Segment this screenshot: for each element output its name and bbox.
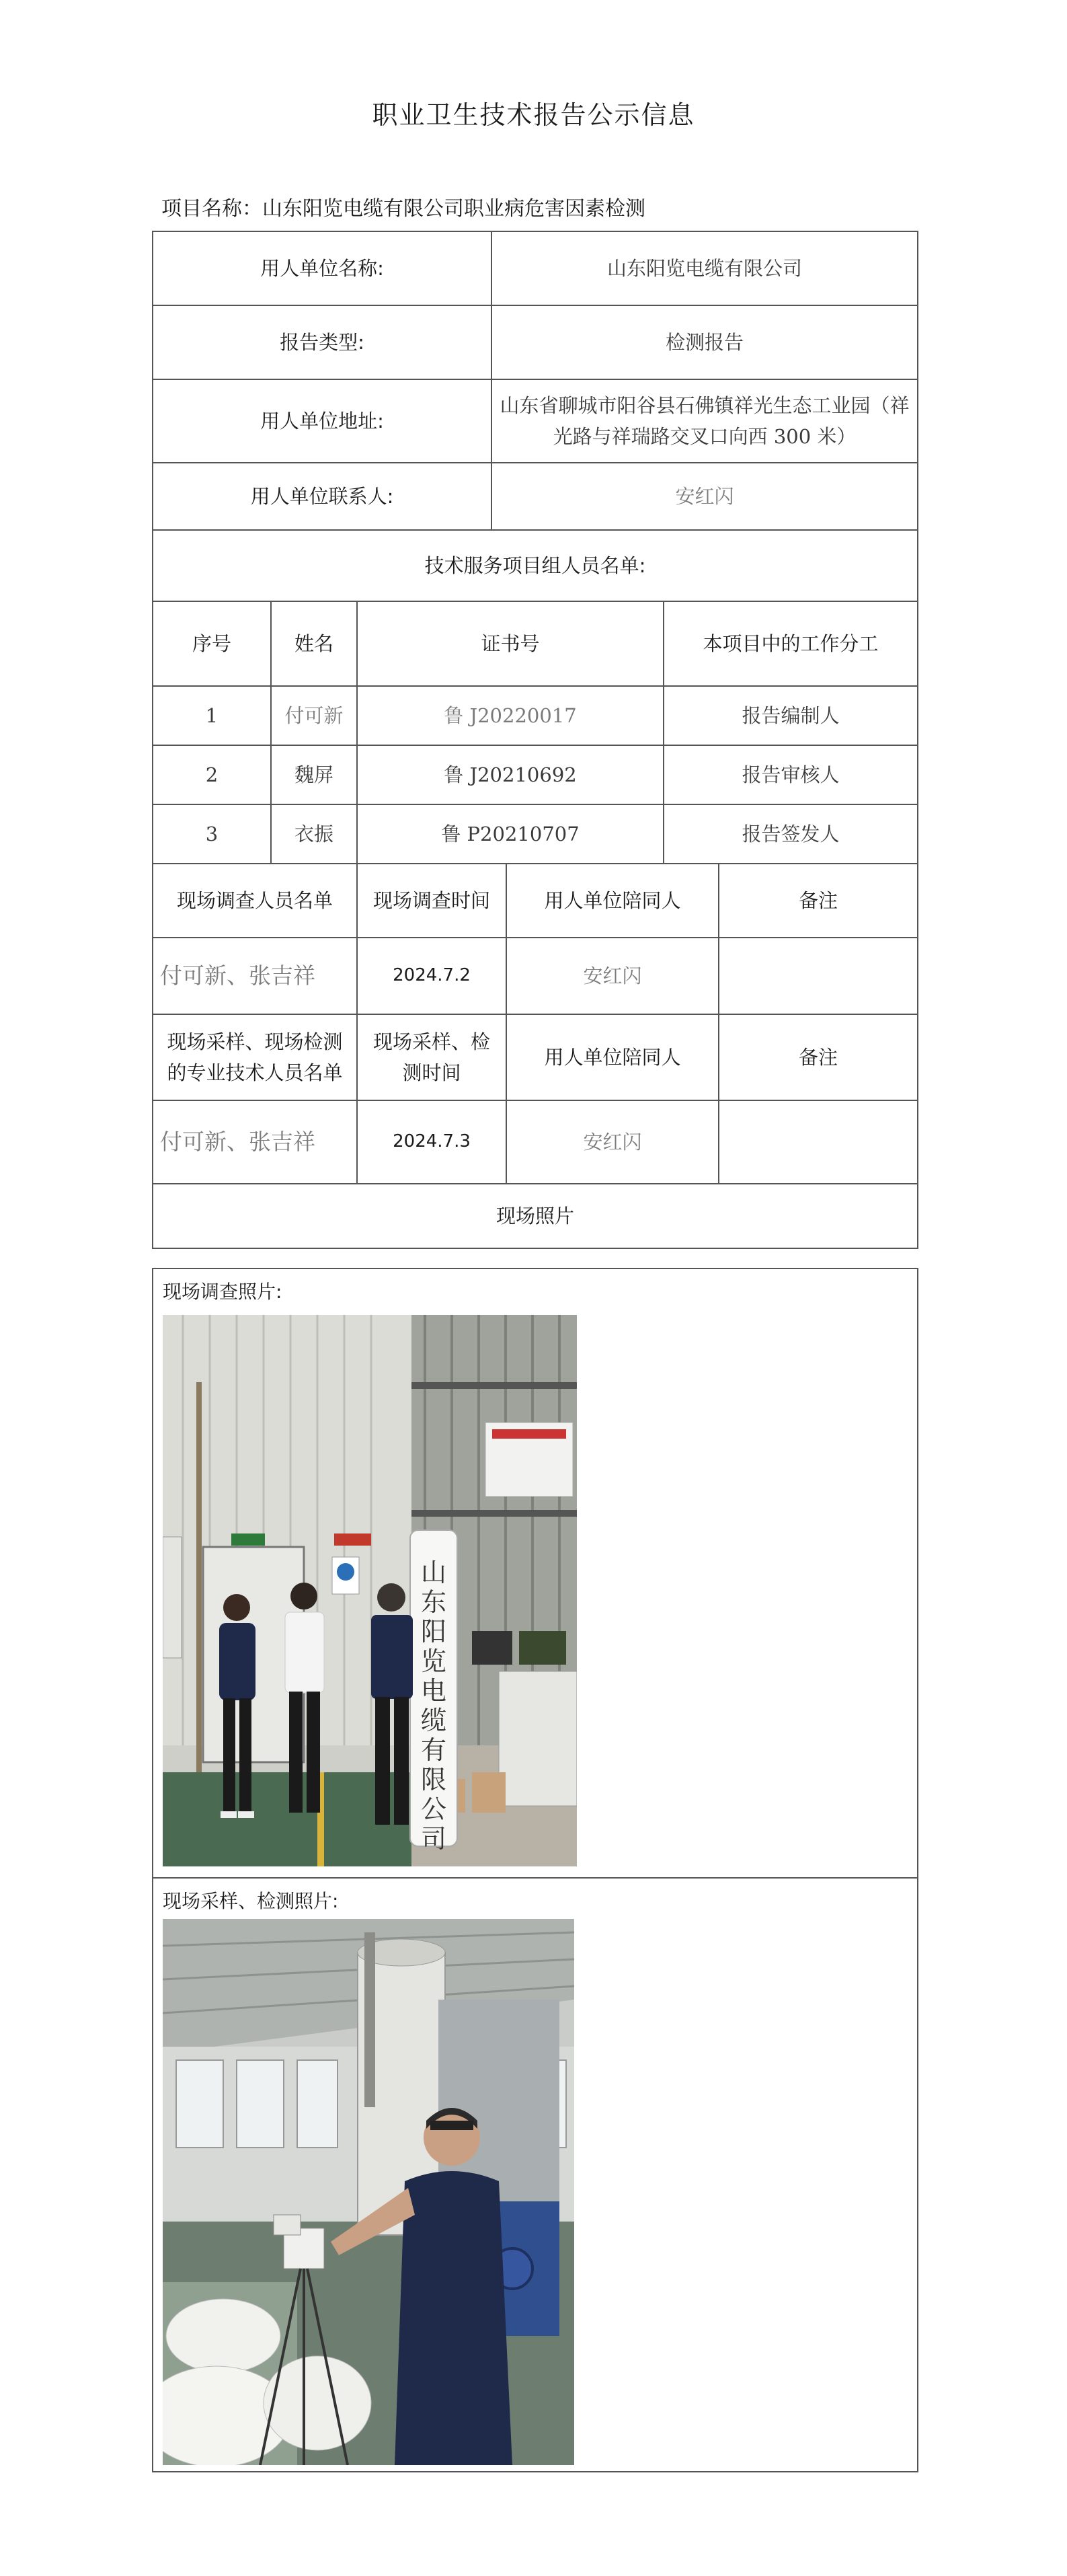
sampling-header-time: 现场采样、检测时间 (357, 1014, 506, 1100)
survey-note (719, 938, 918, 1014)
sampling-header-note: 备注 (719, 1014, 918, 1100)
sampling-escort: 安红闪 (506, 1100, 719, 1184)
svg-text:阳: 阳 (420, 1617, 447, 1646)
svg-text:览: 览 (420, 1646, 447, 1676)
team-row-name: 付可新 (271, 686, 357, 745)
contact-label: 用人单位联系人: (153, 463, 491, 530)
sampling-header-people: 现场采样、现场检测的专业技术人员名单 (153, 1014, 357, 1100)
photos-heading: 现场照片 (153, 1184, 918, 1248)
sampling-note (719, 1100, 918, 1184)
survey-time: 2024.7.2 (357, 938, 506, 1014)
survey-header-people: 现场调查人员名单 (153, 864, 357, 938)
employer-name-value: 山东阳览电缆有限公司 (491, 231, 918, 305)
team-header-name: 姓名 (271, 601, 357, 686)
report-type-label: 报告类型: (153, 305, 491, 379)
team-header-role: 本项目中的工作分工 (664, 601, 918, 686)
svg-text:缆: 缆 (420, 1706, 447, 1735)
photo-section (152, 1268, 918, 2472)
svg-text:东: 东 (420, 1587, 447, 1617)
survey-header-note: 备注 (719, 864, 918, 938)
team-row-role: 报告签发人 (664, 804, 918, 864)
team-header-cert: 证书号 (357, 601, 664, 686)
company-sign (410, 1530, 457, 1854)
sampling-photo-image (163, 1919, 574, 2465)
photo-divider (153, 1877, 917, 1879)
svg-text:山: 山 (420, 1558, 447, 1587)
svg-text:限: 限 (420, 1765, 447, 1794)
team-row-cert: 鲁 J20210692 (357, 745, 664, 804)
team-row-cert: 鲁 J20220017 (357, 686, 664, 745)
team-header-no: 序号 (153, 601, 271, 686)
sampling-header-escort: 用人单位陪同人 (506, 1014, 719, 1100)
report-info-table (152, 231, 918, 1249)
sampling-people: 付可新、张吉祥 (153, 1100, 357, 1184)
team-row-role: 报告编制人 (664, 686, 918, 745)
team-row-role: 报告审核人 (664, 745, 918, 804)
svg-text:司: 司 (420, 1824, 447, 1854)
team-row-no: 1 (153, 686, 271, 745)
address-label: 用人单位地址: (153, 379, 491, 463)
contact-value: 安红闪 (491, 463, 918, 530)
team-row-cert: 鲁 P20210707 (357, 804, 664, 864)
team-row-name: 衣振 (271, 804, 357, 864)
svg-text:电: 电 (420, 1676, 447, 1706)
svg-text:有: 有 (420, 1735, 447, 1765)
survey-header-escort: 用人单位陪同人 (506, 864, 719, 938)
sampling-time: 2024.7.3 (357, 1100, 506, 1184)
survey-photo-label: 现场调查照片: (163, 1281, 282, 1303)
table-row (153, 686, 918, 745)
team-row-name: 魏屏 (271, 745, 357, 804)
team-row-no: 2 (153, 745, 271, 804)
page-title: 职业卫生技术报告公示信息 (372, 100, 695, 130)
table-row (153, 804, 918, 864)
survey-people: 付可新、张吉祥 (153, 938, 357, 1014)
team-heading: 技术服务项目组人员名单: (153, 530, 918, 601)
report-type-value: 检测报告 (491, 305, 918, 379)
survey-photo-image (163, 1315, 577, 1866)
table-row (153, 745, 918, 804)
survey-header-time: 现场调查时间 (357, 864, 506, 938)
project-name: 项目名称：山东阳览电缆有限公司职业病危害因素检测 (161, 197, 645, 221)
survey-photo (163, 1315, 577, 1866)
sampling-photo-label: 现场采样、检测照片: (163, 1890, 339, 1912)
address-value: 山东省聊城市阳谷县石佛镇祥光生态工业园（祥光路与祥瑞路交叉口向西 300 米） (491, 379, 918, 463)
sampling-photo (163, 1919, 574, 2465)
team-row-no: 3 (153, 804, 271, 864)
svg-text:公: 公 (420, 1794, 447, 1824)
employer-name-label: 用人单位名称: (153, 231, 491, 305)
survey-escort: 安红闪 (506, 938, 719, 1014)
